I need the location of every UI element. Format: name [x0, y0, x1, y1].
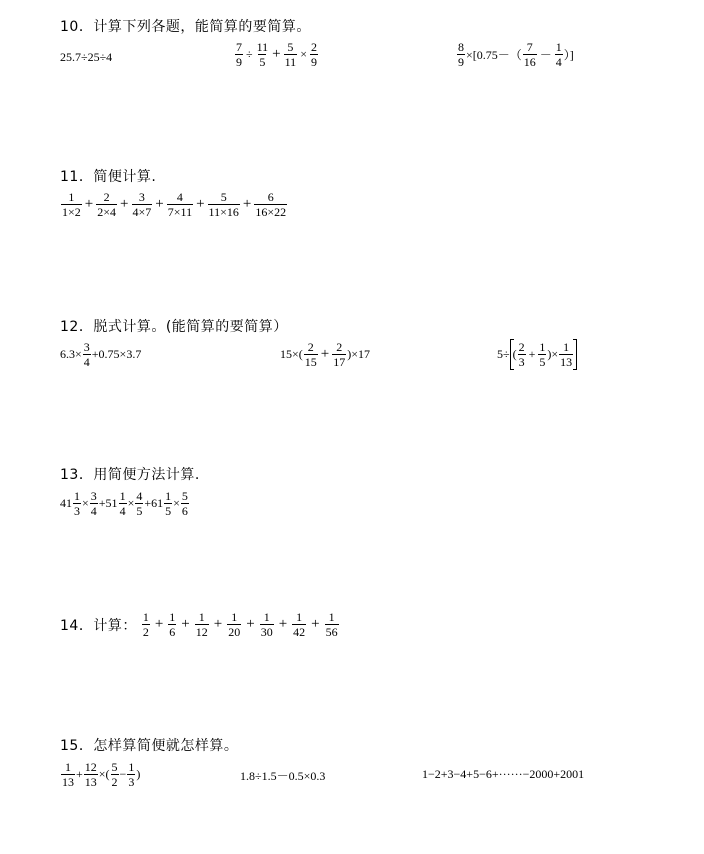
- fraction: $\frac{1}{5}$: [539, 340, 546, 369]
- q10-expression-2: $\frac{7}{9}$ ÷ $\frac{11}{5}$ + $\frac{5}{11}$ × $\frac{2}{9}$: [236, 40, 317, 69]
- fraction: $\frac{1}{4}$: [555, 40, 562, 69]
- plus-operator: +: [154, 616, 164, 632]
- q10-expr1-text: 25.7÷25÷4: [60, 50, 113, 64]
- fraction: $\frac{3}{4}$: [83, 340, 90, 369]
- q14-row: [60, 611, 340, 638]
- fraction: $\frac{4}{5}$: [136, 489, 143, 518]
- fraction: $\frac{1}{2}$: [142, 610, 149, 639]
- fraction: $\frac{6}{16\times 22}$: [255, 190, 287, 219]
- q10-expression-1: [60, 50, 112, 65]
- fraction: $\frac{4}{7\times 11}$: [167, 190, 193, 219]
- question-10-title: 10．计算下列各题，能简算的要简算。: [60, 19, 311, 35]
- fraction: $\frac{1}{13}$: [62, 760, 74, 789]
- fraction: $\frac{7}{9}$: [236, 40, 242, 69]
- fraction: $\frac{5}{2}$: [111, 760, 118, 789]
- fraction: $\frac{1}{42}$: [293, 610, 306, 639]
- fraction: $\frac{2}{3}$: [518, 340, 525, 369]
- fraction: $\frac{1}{4}$: [119, 489, 126, 518]
- fraction: $\frac{2}{15}$: [304, 340, 317, 369]
- plus-operator: +: [84, 196, 94, 212]
- plus-operator: +: [213, 616, 223, 632]
- fraction: $\frac{1}{12}$: [195, 610, 208, 639]
- plus-operator: +: [196, 196, 205, 212]
- fraction: $\frac{1}{13}$: [560, 340, 573, 369]
- fraction: $\frac{1}{3}$: [128, 760, 135, 789]
- q10-expression-3: $\frac{8}{9}$ ×[0.75－（ $\frac{7}{16}$ － $\frac{1}{4}$ ）]: [458, 40, 574, 69]
- q11-expression: [60, 191, 288, 218]
- q15-expression-3: 1−2+3−4+5−6+······−2000+2001: [422, 767, 585, 781]
- plus-operator: +: [120, 196, 129, 212]
- fraction: $\frac{7}{16}$: [523, 40, 536, 69]
- fraction: $\frac{3}{4}$: [90, 489, 97, 518]
- fraction: $\frac{1}{5}$: [165, 489, 172, 518]
- fraction: $\frac{8}{9}$: [458, 40, 464, 69]
- fraction: $\frac{1}{30}$: [260, 610, 273, 639]
- q15-expression-2: 1.8÷1.5－0.5×0.3: [240, 769, 326, 783]
- mixed-number: 41 $\frac{1}{3}$: [60, 489, 80, 518]
- plus-operator: +: [181, 616, 190, 632]
- plus-operator: +: [246, 616, 255, 632]
- question-12-title: 12．脱式计算。(能简算的要简算）: [60, 319, 288, 335]
- fraction: $\frac{5}{6}$: [181, 489, 188, 518]
- fraction: $\frac{12}{13}$: [84, 760, 97, 789]
- plus-operator: +: [155, 196, 164, 212]
- fraction: $\frac{3}{4\times 7}$: [132, 190, 152, 219]
- q15-expression-1: $\frac{1}{13}$ + $\frac{12}{13}$ ×( $\frac{5}{2}$ − $\frac{1}{3}$ ): [62, 760, 141, 789]
- fraction: $\frac{1}{6}$: [169, 610, 176, 639]
- q13-expression: 41 $\frac{1}{3}$ × $\frac{3}{4}$ +51 $\frac{1}{4}$ × $\frac{4}{5}$ +61 $\frac{1}{5}$ × $\frac{5}{6}$: [60, 489, 188, 518]
- question-14-title: 14．计算：: [60, 617, 137, 634]
- fraction: $\frac{11}{5}$: [256, 40, 269, 69]
- fraction: $\frac{5}{11}$: [284, 40, 297, 69]
- fraction: $\frac{2}{17}$: [333, 340, 346, 369]
- fraction: $\frac{1}{56}$: [325, 610, 338, 639]
- q12-expression-2: 15×( $\frac{2}{15}$ + $\frac{2}{17}$ )×17: [280, 340, 370, 369]
- plus-operator: +: [242, 196, 252, 212]
- fraction: $\frac{5}{11\times 16}$: [208, 190, 239, 219]
- plus-operator: +: [311, 616, 320, 632]
- fraction: $\frac{2}{9}$: [310, 40, 317, 69]
- fraction: $\frac{1}{1\times 2}$: [62, 190, 81, 219]
- q14-expression: [141, 611, 340, 638]
- q12-expression-1: 6.3× $\frac{3}{4}$ +0.75×3.7: [60, 340, 142, 369]
- question-11-title: 11．简便计算.: [60, 169, 157, 185]
- fraction: $\frac{2}{2\times 4}$: [97, 190, 117, 219]
- fraction: $\frac{1}{20}$: [228, 610, 241, 639]
- square-bracket-group: ( $\frac{2}{3}$ + $\frac{1}{5}$ )× $\frac{1}{13}$: [510, 341, 578, 368]
- question-13-title: 13．用简便方法计算.: [60, 467, 200, 483]
- question-15-title: 15．怎样算简便就怎样算。: [60, 738, 239, 754]
- plus-operator: +: [278, 616, 288, 632]
- q12-expression-3: 5÷ ( $\frac{2}{3}$ + $\frac{1}{5}$ )× $\frac{1}{13}$: [497, 341, 577, 368]
